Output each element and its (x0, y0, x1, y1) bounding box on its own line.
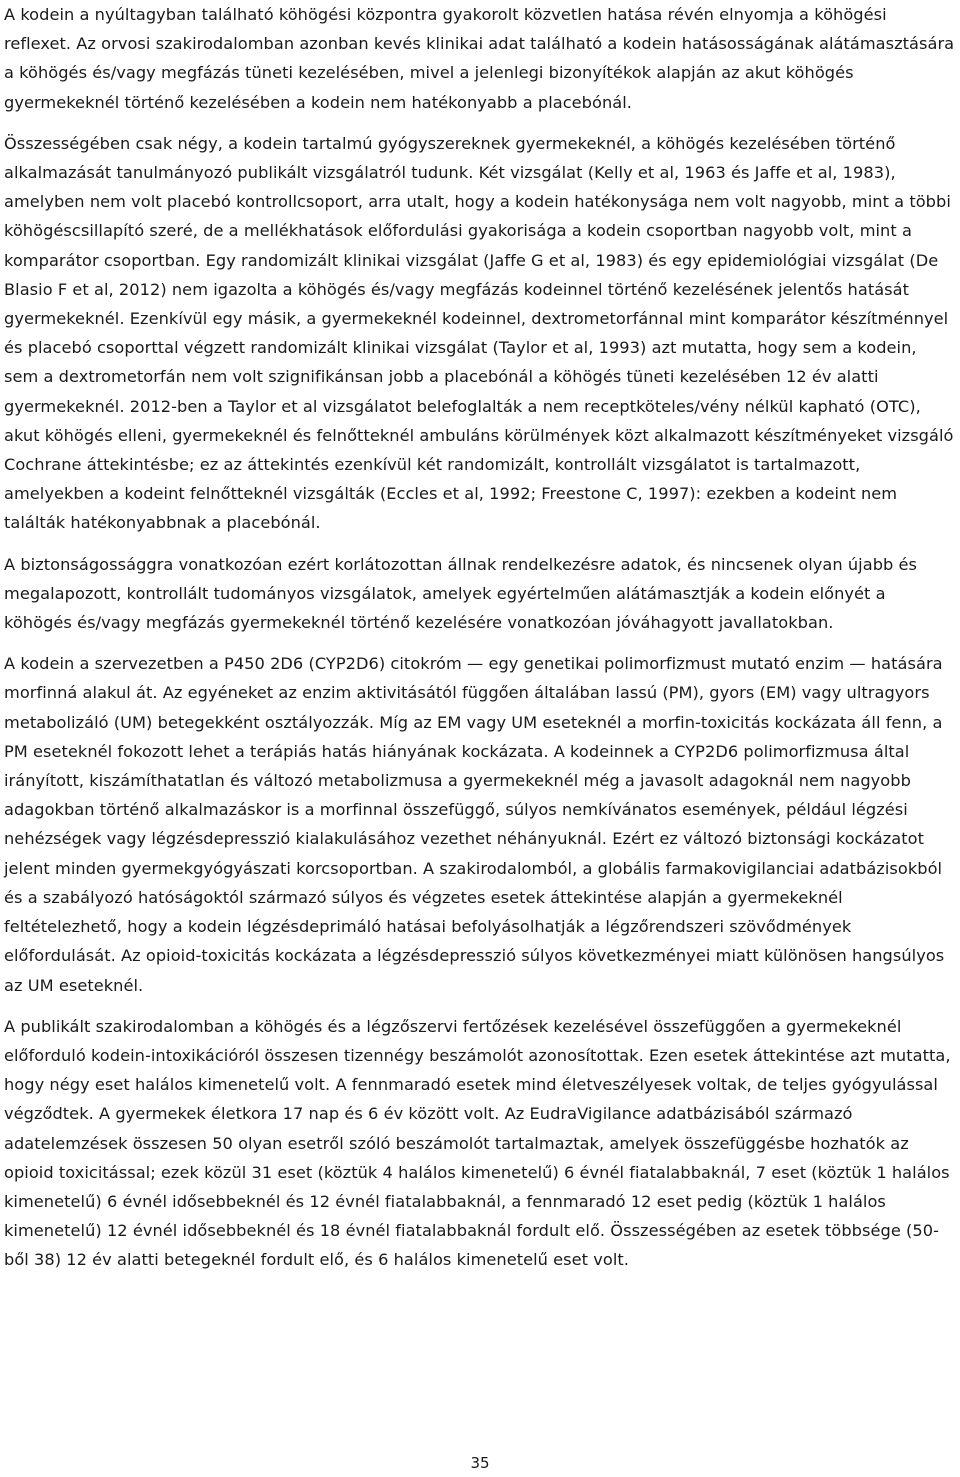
paragraph-codeine-mechanism: A kodein a nyúltagyban található köhögési központra gyakorolt közvetlen hatása révén elnyomja a köhögési reflexet. Az orvosi szakirodalomban azonban kevés klinikai adat található a kodein hatásosságának alátámasztására a köhögés és/vagy megfázás tüneti kezelésében, mivel a jelenlegi bizonyítékok alapján az akut köhögés gyermekeknél történő kezelésében a kodein nem hatékonyabb a placebónál. (4, 5, 955, 112)
paragraph-safety-data: A biztonságossággra vonatkozóan ezért korlátozottan állnak rendelkezésre adatok, és nincsenek olyan újabb és megalapozott, kontrollált tudományos vizsgálatok, amelyek egyértelműen alátámasztják a kodein előnyét a köhögés és/vagy megfázás gyermekeknél történő kezelésére vonatkozóan jóváhagyott javallatokban. (4, 554, 918, 633)
document-page (4, 0, 956, 1275)
paragraph-intoxication-reports: A publikált szakirodalomban a köhögés és a légzőszervi fertőzések kezelésével összefüggően a gyermekeknél előforduló kodein-intoxikációról összesen tizennégy beszámolót azonosítottak. Ezen esetek áttekintése azt mutatta, hogy négy eset halálos kimenetelű volt. A fennmaradó esetek mind életveszélyesek voltak, de teljes gyógyulással végződtek. A gyermekek életkora 17 nap és 6 év között volt. Az EudraVigilance adatbázisából származó adatelemzések összesen 50 olyan esetről szóló beszámolót tartalmaztak, amelyek összefüggésbe hozhatók az opioid toxicitással; ezek közül 31 eset (köztük 4 halálos kimenetelű) 6 évnél fiatalabbaknál, 7 eset (köztük 1 halálos kimenetelű) 6 évnél idősebbeknél és 12 évnél fiatalabbaknál, a fennmaradó 12 eset pedig (köztük 1 halálos kimenetelű) 12 évnél idősebbeknél és 18 évnél fiatalabbaknál fordult elő. Összességében az esetek többsége (50-ből 38) 12 év alatti betegeknél fordult elő, és 6 halálos kimenetelű eset volt. (4, 1016, 951, 1270)
page-number: 35 (470, 1454, 490, 1472)
paragraph-clinical-studies: Összességében csak négy, a kodein tartalmú gyógyszereknek gyermekeknél, a köhögés kezelésében történő alkalmazását tanulmányozó publikált vizsgálatról tudunk. Két vizsgálat (Kelly et al, 1963 és Jaffe et al, 1983), amelyben nem volt placebó kontrollcsoport, arra utalt, hogy a kodein hatékonysága nem volt nagyobb, mint a többi köhögéscsillapító szeré, de a mellékhatások előfordulási gyakorisága a kodein csoportban nagyobb volt, mint a komparátor csoportban. Egy randomizált klinikai vizsgálat (Jaffe G et al, 1983) és egy epidemiológiai vizsgálat (De Blasio F et al, 2012) nem igazolta a köhögés és/vagy megfázás kodeinnel történő kezelésének jelentős hatását gyermekeknél. Ezenkívül egy másik, a gyermekeknél kodeinnel, dextrometorfánnal mint komparátor készítménnyel és placebó csoporttal végzett randomizált klinikai vizsgálat (Taylor et al, 1993) azt mutatta, hogy sem a kodein, sem a dextrometorfán nem volt szignifikánsan jobb a placebónál a köhögés tüneti kezelésében 12 év alatti gyermekeknél. 2012-ben a Taylor et al vizsgálatot belefoglalták a nem receptköteles/vény nélkül kapható (OTC), akut köhögés elleni, gyermekeknél és felnőtteknél ambuláns körülmények közt alkalmazott készítményeket vizsgáló Cochrane áttekintésbe; ez az áttekintés ezenkívül két randomizált, kontrollált vizsgálatot is tartalmazott, amelyekben a kodeint felnőtteknél vizsgálták (Eccles et al, 1992; Freestone C, 1997): ezekben a kodeint nem találták hatékonyabbnak a placebónál. (4, 133, 954, 533)
paragraph-cyp2d6-metabolism: A kodein a szervezetben a P450 2D6 (CYP2D6) citokróm — egy genetikai polimorfizmust mutató enzim — hatására morfinná alakul át. Az egyéneket az enzim aktivitásától függően általában lassú (PM), gyors (EM) vagy ultragyors metabolizáló (UM) betegekként osztályozzák. Míg az EM vagy UM eseteknél a morfin-toxicitás kockázata áll fenn, a PM eseteknél fokozott lehet a terápiás hatás hiányának kockázata. A kodeinnek a CYP2D6 polimorfizmusa által irányított, kiszámíthatatlan és változó metabolizmusa a gyermekeknél még a javasolt adagoknál nem nagyobb adagokban történő alkalmazáskor is a morfinnal összefüggő, súlyos nemkívánatos események, például légzési nehézségek vagy légzésdepresszió kialakulásához vezethet néhányuknál. Ezért ez változó biztonsági kockázatot jelent minden gyermekgyógyászati korcsoportban. A szakirodalomból, a globális farmakovigilanciai adatbázisokból és a szabályozó hatóságoktól származó súlyos és végzetes esetek áttekintése alapján a gyermekeknél feltételezhető, hogy a kodein légzésdeprimáló hatásai befolyásolhatják a légzőrendszeri szövődmények előfordulását. Az opioid-toxicitás kockázata a légzésdepresszió súlyos következményei miatt különösen hangsúlyos az UM eseteknél. (4, 654, 945, 995)
